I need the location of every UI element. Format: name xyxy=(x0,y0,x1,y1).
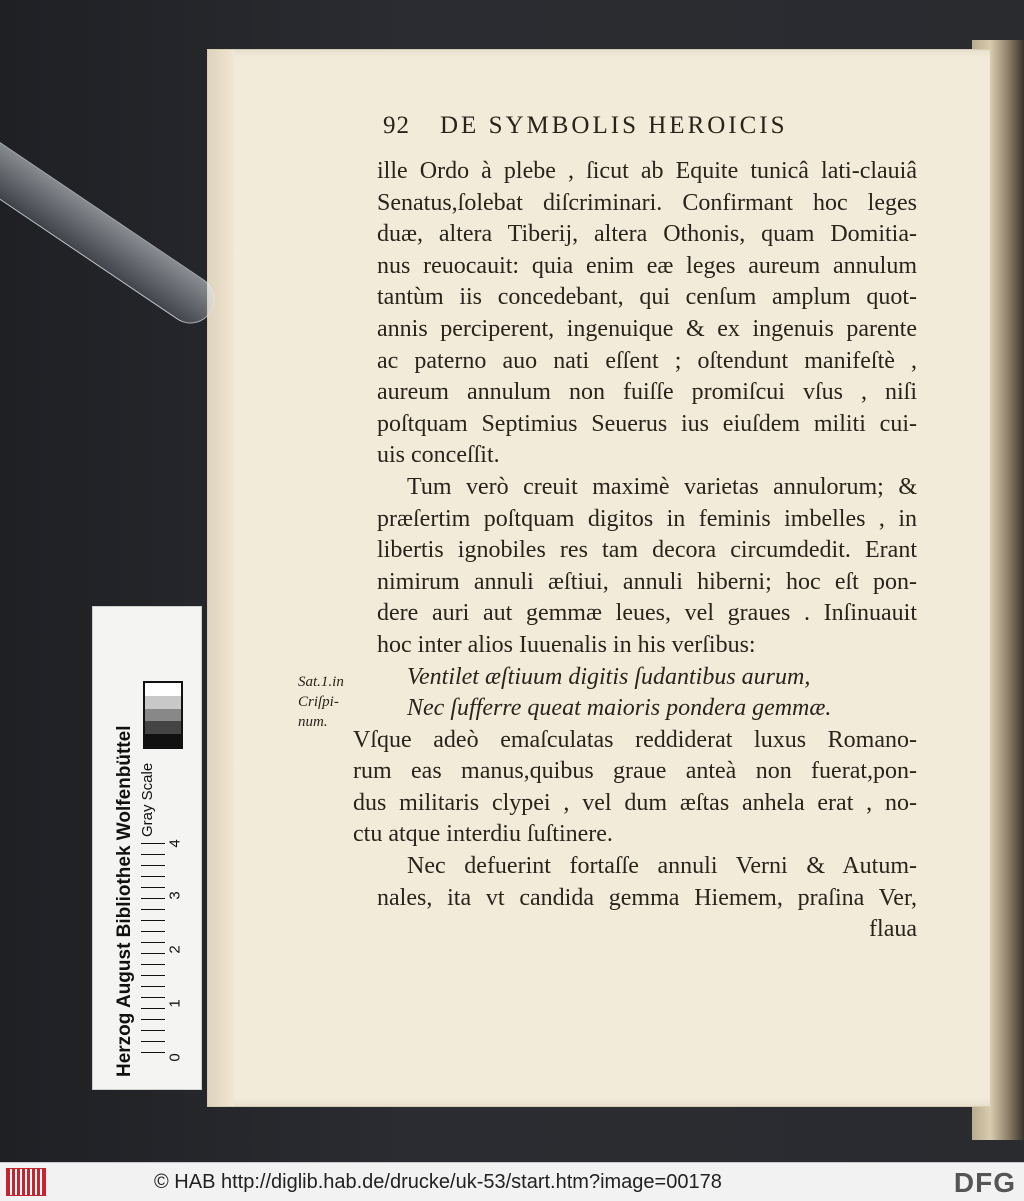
text-line: ctu atque interdiu ſuſtinere. xyxy=(353,821,613,848)
text-line: uis conceſſit. xyxy=(377,442,500,469)
text-line: poſtquam Septimius Seuerus ius eiuſdem militi cui- xyxy=(377,410,917,437)
tick-label: 4 xyxy=(166,839,184,848)
text-line: duæ, altera Tiberij, altera Othonis, quam Domitia- xyxy=(377,221,917,248)
text-line: Vſque adeò emaſculatas reddiderat luxus Romano- xyxy=(353,726,917,753)
gray-swatch xyxy=(145,683,181,696)
verse-line: Nec ſufferre queat maioris pondera gemmæ. xyxy=(407,695,832,722)
text-line: dere auri aut gemmæ leues, vel graues . Inſinuauit xyxy=(377,600,917,627)
text-line: Tum verò creuit maximè varietas annulorum; & xyxy=(407,473,917,500)
gray-swatch xyxy=(145,696,181,709)
text-line: aureum annulum non fuiſſe promiſcui vſus , niſi xyxy=(377,379,917,406)
ruler-ticks xyxy=(141,843,165,1063)
text-line: dus militaris clypei , vel dum æſtas anhela erat , no- xyxy=(353,789,917,816)
gray-scale-label: Gray Scale xyxy=(139,762,156,837)
catchword: flaua xyxy=(869,916,917,943)
text-line: nales, ita vt candida gemma Hiemem, praſina Ver, xyxy=(377,884,917,911)
page-gutter xyxy=(208,50,234,1106)
margin-note-line: Criſpi- xyxy=(298,694,339,710)
margin-note-line: num. xyxy=(298,714,328,730)
tick-label: 1 xyxy=(166,999,184,1008)
tick-label: 0 xyxy=(166,1053,184,1062)
text-line: hoc inter alios Iuuenalis in his verſibus: xyxy=(377,631,756,658)
page-number: 92 xyxy=(383,112,410,139)
text-line: præſertim poſtquam digitos in feminis imbelles , in xyxy=(377,505,917,532)
tick-label: 2 xyxy=(166,945,184,954)
text-line: Senatus,ſolebat diſcriminari. Confirmant hoc leges xyxy=(377,189,917,216)
text-line: ac paterno auo nati eſſent ; oſtendunt manifeſtè , xyxy=(377,347,917,374)
margin-note xyxy=(298,672,368,732)
text-line: tantùm iis concedebant, qui cenſum amplum quot- xyxy=(377,284,917,311)
copyright-url[interactable]: © HAB http://diglib.hab.de/drucke/uk-53/start.htm?image=00178 xyxy=(154,1170,722,1193)
hab-barcode-icon xyxy=(6,1168,46,1196)
scale-ruler xyxy=(92,606,202,1090)
dfg-logo: DFG xyxy=(953,1167,1016,1198)
footer-bar xyxy=(0,1162,1024,1201)
text-line: ille Ordo à plebe , ſicut ab Equite tunicâ lati-clauiâ xyxy=(377,158,917,184)
text-line: libertis ignobiles res tam decora circumdedit. Erant xyxy=(377,537,917,564)
text-line: rum eas manus,quibus graue anteà non fuerat,pon- xyxy=(353,758,917,785)
running-title: DE SYMBOLIS HEROICIS xyxy=(440,112,788,139)
page-header xyxy=(383,112,917,156)
ruler-tick-labels xyxy=(166,835,191,1067)
verse-line: Ventilet æſtiuum digitis ſudantibus aurum, xyxy=(407,663,811,690)
ruler-title: Herzog August Bibliothek Wolfenbüttel xyxy=(114,725,135,1077)
tick-label: 3 xyxy=(166,891,184,900)
page-text xyxy=(353,112,917,946)
margin-note-line: Sat.1.in xyxy=(298,674,344,690)
text-line: nimirum annuli æſtiui, annuli hiberni; hoc eſt pon- xyxy=(377,568,917,595)
text-line: nus reuocauit: quia enim eæ leges aureum annulum xyxy=(377,252,917,279)
text-line: Nec defuerint fortaſſe annuli Verni & Autum- xyxy=(407,853,917,880)
text-line: annis perciperent, ingenuique & ex ingenuis parente xyxy=(377,315,917,342)
